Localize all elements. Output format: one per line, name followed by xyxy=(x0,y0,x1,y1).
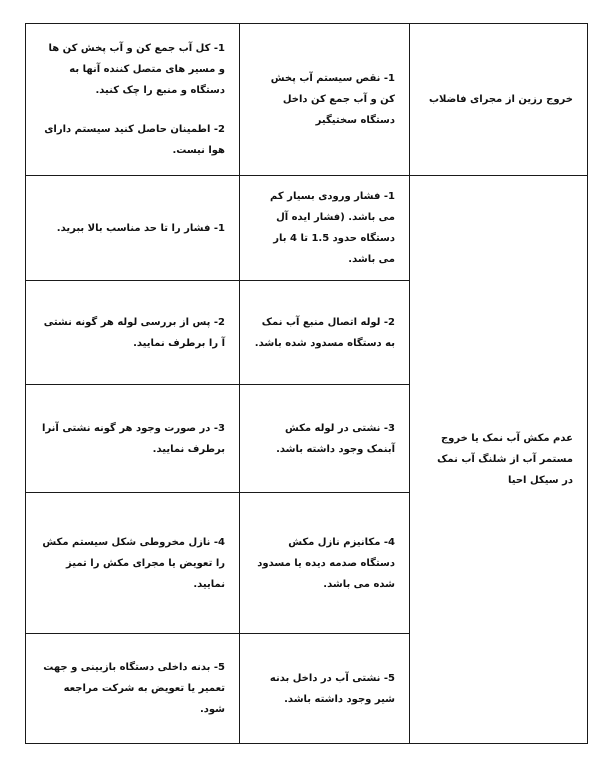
fix-cell xyxy=(26,176,240,281)
fix-cell xyxy=(26,385,240,493)
fix-text: 2- پس از بررسی لوله هر گونه نشتی آ را برطرف نمایید. xyxy=(43,316,225,349)
cause-cell xyxy=(240,281,410,385)
cause-cell xyxy=(240,634,410,744)
problem-cell xyxy=(410,176,588,744)
table-row xyxy=(26,176,588,281)
fix-cell xyxy=(26,634,240,744)
cause-text: 4- مکانیزم نازل مکش دستگاه صدمه دیده یا مسدود شده می باشد. xyxy=(257,536,395,590)
cause-text: 1- فشار ورودی بسیار کم می باشد. (فشار ایده آل دستگاه حدود 1.5 تا 4 بار می باشد. xyxy=(270,191,395,265)
table-row xyxy=(26,24,588,176)
cause-cell xyxy=(240,176,410,281)
troubleshooting-table xyxy=(25,23,588,744)
fix-text: 5- بدنه داخلی دستگاه بازبینی و جهت تعمیر یا تعویض به شرکت مراجعه شود. xyxy=(43,662,225,715)
fix-text: 2- اطمینان حاصل کنید سیستم دارای هوا نیست. xyxy=(44,124,225,156)
fix-cell xyxy=(26,24,240,176)
fix-text: 1- کل آب جمع کن و آب پخش کن ها و مسیر های متصل کننده آنها به دستگاه و منبع را چک کنید. xyxy=(48,43,225,96)
cause-text: 2- لوله اتصال منبع آب نمک به دستگاه مسدود شده باشد. xyxy=(254,316,395,349)
cause-text: 3- نشتی در لوله مکش آبنمک وجود داشته باشد. xyxy=(276,422,395,455)
problem-text: عدم مکش آب نمک یا خروج مستمر آب از شلنگ آب نمک در سیکل احیا xyxy=(437,433,573,486)
fix-text: 1- فشار را تا حد مناسب بالا ببرید. xyxy=(56,222,225,234)
problem-text: خروج رزین از مجرای فاضلاب xyxy=(428,94,573,105)
cause-cell xyxy=(240,493,410,634)
cause-text: 1- نقص سیستم آب پخش کن و آب جمع کن داخل دستگاه سختیگیر xyxy=(270,73,395,126)
fix-text: 3- در صورت وجود هر گونه نشتی آنرا برطرف نمایید. xyxy=(42,422,225,455)
fix-cell xyxy=(26,493,240,634)
document-page xyxy=(25,23,587,744)
fix-text: 4- نازل مخروطی شکل سیستم مکش را تعویض یا مجرای مکش را تمیز نمایید. xyxy=(42,536,225,590)
problem-cell xyxy=(410,24,588,176)
cause-cell xyxy=(240,24,410,176)
cause-text: 5- نشتی آب در داخل بدنه شیر وجود داشته باشد. xyxy=(269,672,395,705)
fix-cell xyxy=(26,281,240,385)
cause-cell xyxy=(240,385,410,493)
